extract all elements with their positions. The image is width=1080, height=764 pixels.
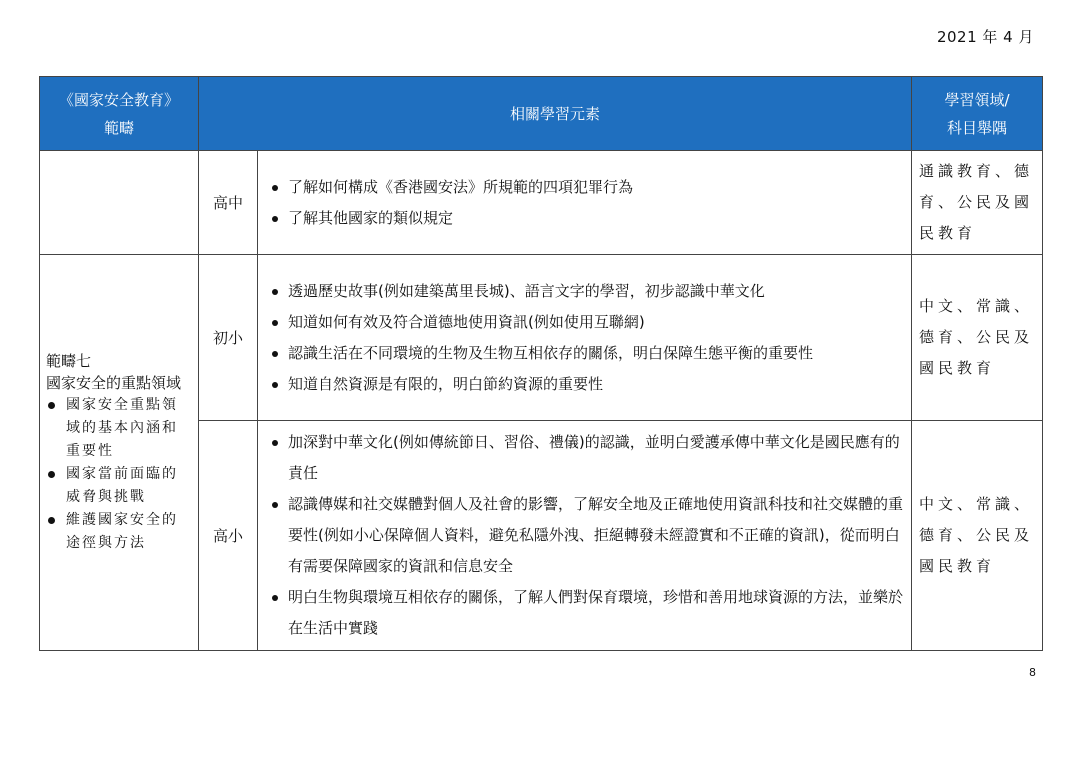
scope-title: 範疇七: [46, 352, 92, 370]
list-item: 國家當前面臨的威脅與挑戰: [46, 463, 192, 509]
list-item: 透過歷史故事(例如建築萬里長城)、語言文字的學習，初步認識中華文化: [264, 276, 907, 307]
list-item: 維護國家安全的途徑與方法: [46, 509, 192, 555]
header-scope-line1: 《國家安全教育》: [58, 90, 179, 109]
level-cell: 高中: [199, 151, 258, 255]
header-scope-line2: 範疇: [103, 118, 134, 137]
list-item: 認識生活在不同環境的生物及生物互相依存的關係，明白保障生態平衡的重要性: [264, 338, 907, 369]
list-item: 知道如何有效及符合道德地使用資訊(例如使用互聯網): [264, 307, 907, 338]
curriculum-table: [39, 76, 1043, 651]
elements-cell: [258, 151, 912, 255]
page-number: 8: [1029, 666, 1036, 679]
header-subjects-line1: 學習領域/: [944, 90, 1010, 109]
scope-seven-cell: [40, 255, 199, 651]
subjects-cell: 中文、常識、德育、公民及國民教育: [912, 421, 1043, 651]
table-row: [40, 255, 1043, 421]
table-row: [40, 151, 1043, 255]
subjects-cell: 通識教育、德育、公民及國民教育: [912, 151, 1043, 255]
scope-subtitle: 國家安全的重點領域: [46, 374, 182, 392]
document-date: 2021 年 4 月: [936, 28, 1034, 46]
table-header-row: [40, 77, 1043, 151]
list-item: 了解其他國家的類似規定: [264, 203, 907, 234]
subjects-cell: 中文、常識、德育、公民及國民教育: [912, 255, 1043, 421]
list-item: 認識傳媒和社交媒體對個人及社會的影響，了解安全地及正確地使用資訊科技和社交媒體的重要性(例如小心保障個人資料，避免私隱外洩、拒絕轉發未經證實和不正確的資訊)，從而明白有需要保障國家的資訊和信息安全: [264, 489, 907, 582]
list-item: 知道自然資源是有限的，明白節約資源的重要性: [264, 369, 907, 400]
header-subjects: [912, 77, 1043, 151]
elements-cell: [258, 421, 912, 651]
header-elements: 相關學習元素: [199, 77, 912, 151]
header-subjects-line2: 科目舉隅: [947, 118, 1008, 137]
level-cell: 初小: [199, 255, 258, 421]
list-item: 加深對中華文化(例如傳統節日、習俗、禮儀)的認識，並明白愛護承傳中華文化是國民應有的責任: [264, 427, 907, 489]
scope-list: [46, 394, 192, 555]
list-item: 明白生物與環境互相依存的關係，了解人們對保育環境，珍惜和善用地球資源的方法，並樂於在生活中實踐: [264, 582, 907, 644]
list-item: 了解如何構成《香港國安法》所規範的四項犯罪行為: [264, 172, 907, 203]
level-cell: 高小: [199, 421, 258, 651]
list-item: 國家安全重點領域的基本內涵和重要性: [46, 394, 192, 463]
elements-cell: [258, 255, 912, 421]
header-scope: [40, 77, 199, 151]
scope-cell-empty: [40, 151, 199, 255]
